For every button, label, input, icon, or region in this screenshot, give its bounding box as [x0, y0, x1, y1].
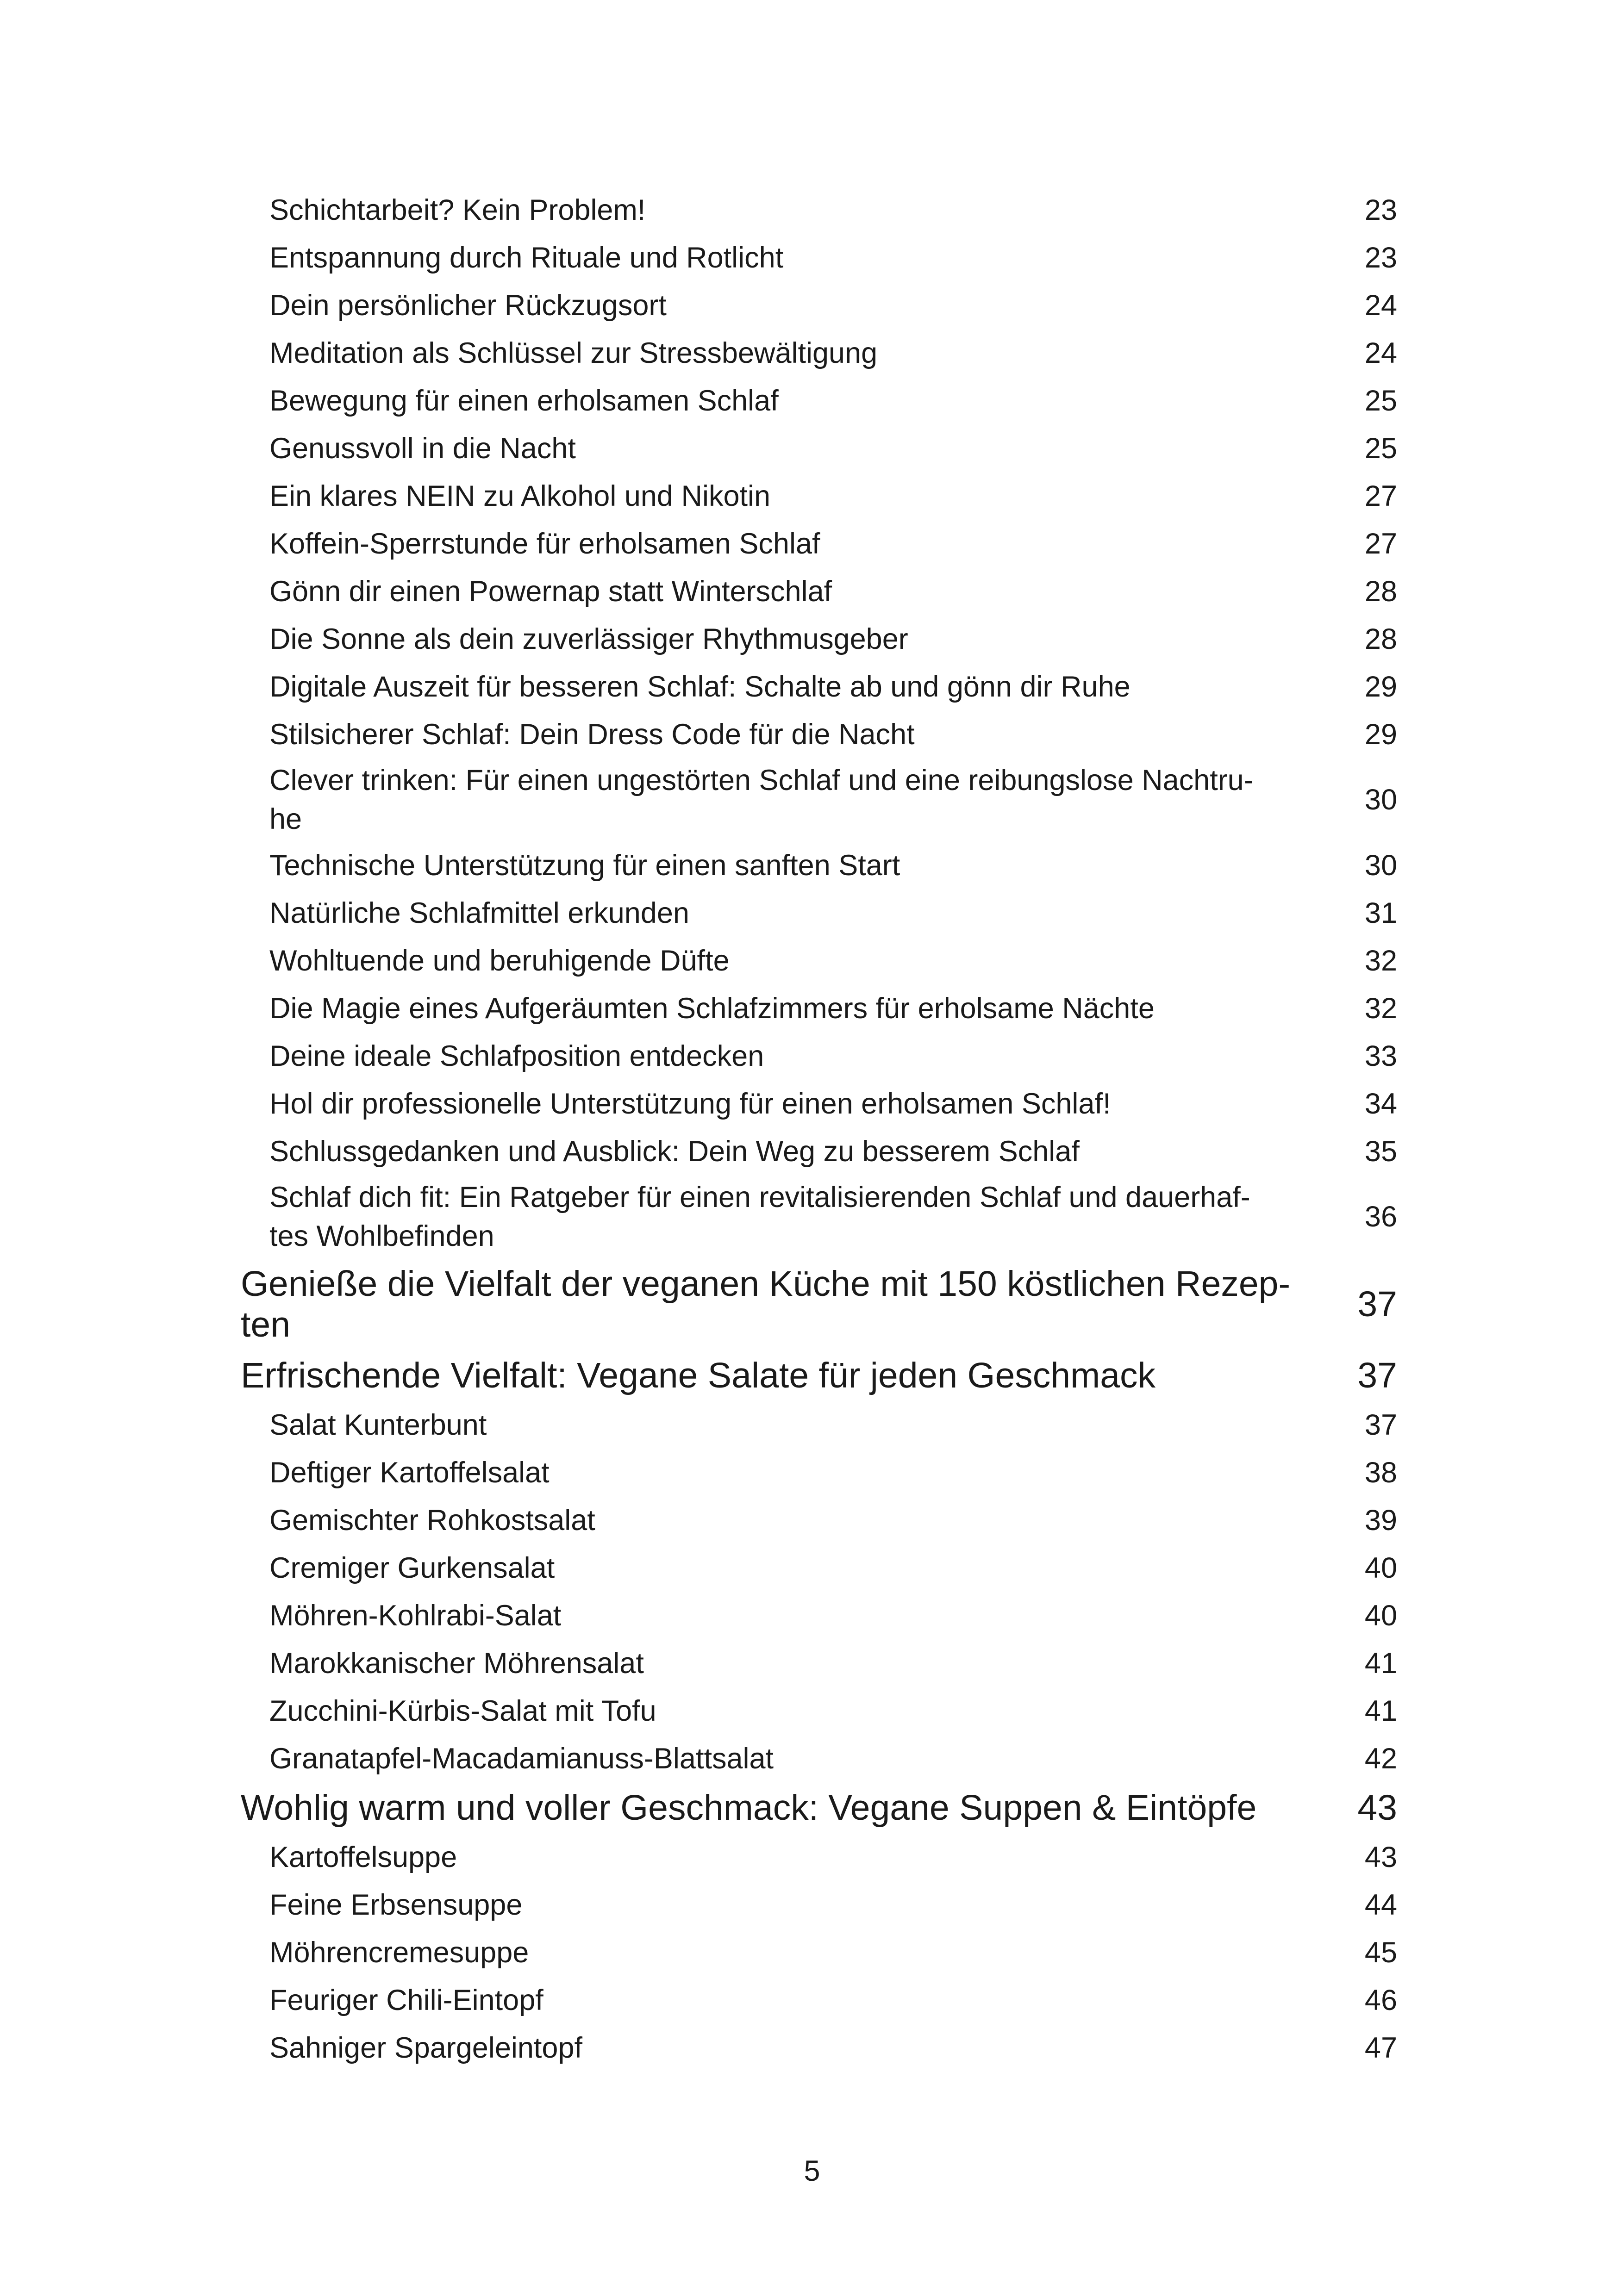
toc-entry-page: 24 [1364, 336, 1397, 369]
toc-entry-title [269, 761, 1311, 839]
toc-entry-page: 42 [1364, 1742, 1397, 1775]
toc-entry-title: Wohltuende und beruhigende Düfte [269, 944, 730, 977]
toc-chapter-entry[interactable] [241, 1258, 1397, 1350]
toc-entry[interactable] [269, 1080, 1397, 1127]
toc-entry[interactable] [269, 1175, 1397, 1258]
toc-entry-title: Schlussgedanken und Ausblick: Dein Weg zu besserem Schlaf [269, 1135, 1080, 1168]
toc-entry-title: Ein klares NEIN zu Alkohol und Nikotin [269, 479, 771, 512]
toc-entry-page: 35 [1364, 1135, 1397, 1168]
toc-entry-title: Meditation als Schlüssel zur Stressbewältigung [269, 336, 878, 369]
toc-entry-page: 25 [1364, 432, 1397, 465]
toc-entry-page: 32 [1364, 992, 1397, 1025]
toc-entry-title: Kartoffelsuppe [269, 1841, 457, 1873]
toc-entry-title: Schichtarbeit? Kein Problem! [269, 193, 646, 226]
toc-entry-title: Genussvoll in die Nacht [269, 432, 576, 465]
toc-entry-title: Möhren-Kohlrabi-Salat [269, 1599, 562, 1632]
page-number: 5 [804, 2155, 820, 2187]
toc-entry[interactable] [269, 1976, 1397, 2024]
toc-entry-page: 25 [1364, 384, 1397, 417]
toc-chapter-page: 37 [1357, 1284, 1397, 1324]
toc-entry[interactable] [269, 984, 1397, 1032]
toc-entry-title: Cremiger Gurkensalat [269, 1551, 555, 1584]
toc-entry[interactable] [269, 281, 1397, 329]
toc-entry-title: Deftiger Kartoffelsalat [269, 1456, 550, 1489]
toc-chapter-entry[interactable] [241, 1782, 1397, 1833]
toc-entry-title: Gönn dir einen Powernap statt Winterschlaf [269, 575, 832, 608]
toc-chapter-page: 37 [1357, 1356, 1397, 1395]
toc-entry[interactable] [269, 1544, 1397, 1592]
toc-entry-title-line: tes Wohlbefinden [269, 1220, 494, 1252]
toc-entry[interactable] [269, 1401, 1397, 1449]
toc-entry-page: 36 [1364, 1201, 1397, 1233]
toc-entry-title: Technische Unterstützung für einen sanften Start [269, 849, 900, 882]
toc-entry[interactable] [269, 758, 1397, 841]
toc-entry-page: 30 [1364, 849, 1397, 882]
toc-entry-page: 43 [1364, 1841, 1397, 1873]
toc-entry-title: Natürliche Schlafmittel erkunden [269, 896, 689, 929]
toc-entry-title: Feine Erbsensuppe [269, 1888, 523, 1921]
toc-entry-title: Feuriger Chili-Eintopf [269, 1984, 543, 2016]
toc-entry[interactable] [269, 1449, 1397, 1496]
toc-entry-title: Zucchini-Kürbis-Salat mit Tofu [269, 1694, 656, 1727]
toc-entry-title: Entspannung durch Rituale und Rotlicht [269, 241, 784, 274]
toc-entry[interactable] [269, 1032, 1397, 1080]
toc-entry-title: Möhrencremesuppe [269, 1936, 529, 1969]
toc-entry-page: 41 [1364, 1647, 1397, 1680]
toc-entry-title: Die Sonne als dein zuverlässiger Rhythmusgeber [269, 622, 908, 655]
toc-entry-page: 24 [1364, 289, 1397, 322]
toc-entry-page: 28 [1364, 622, 1397, 655]
toc-entry-title: Dein persönlicher Rückzugsort [269, 289, 667, 322]
toc-entry-page: 28 [1364, 575, 1397, 608]
toc-entry[interactable] [269, 186, 1397, 234]
toc-entry[interactable] [269, 424, 1397, 472]
toc-entry-page: 29 [1364, 718, 1397, 751]
toc-entry-title: Deine ideale Schlafposition entdecken [269, 1039, 764, 1072]
toc-chapter-title: Wohlig warm und voller Geschmack: Vegane Suppen & Eintöpfe [241, 1788, 1257, 1828]
toc-entry-page: 47 [1364, 2031, 1397, 2064]
toc-entry-title: Digitale Auszeit für besseren Schlaf: Schalte ab und gönn dir Ruhe [269, 670, 1131, 703]
toc-entry-title: Granatapfel-Macadamianuss-Blattsalat [269, 1742, 774, 1775]
toc-entry-page: 40 [1364, 1551, 1397, 1584]
toc-entry-page: 27 [1364, 527, 1397, 560]
toc-entry-title: Gemischter Rohkostsalat [269, 1504, 595, 1537]
toc-entry[interactable] [269, 567, 1397, 615]
toc-entry[interactable] [269, 329, 1397, 377]
toc-entry-title: Salat Kunterbunt [269, 1408, 487, 1441]
toc-chapter-entry[interactable] [241, 1350, 1397, 1401]
toc-entry-title: Koffein-Sperrstunde für erholsamen Schlaf [269, 527, 820, 560]
toc-entry-page: 32 [1364, 944, 1397, 977]
toc-chapter-title-line: Genieße die Vielfalt der veganen Küche mit 150 köstlichen Rezep- [241, 1264, 1291, 1304]
toc-entry[interactable] [269, 1127, 1397, 1175]
toc-entry-page: 27 [1364, 479, 1397, 512]
toc-chapter-title-line: ten [241, 1305, 291, 1344]
toc-entry[interactable] [269, 710, 1397, 758]
toc-entry[interactable] [269, 520, 1397, 567]
toc-entry-page: 29 [1364, 670, 1397, 703]
toc-entry-title: Stilsicherer Schlaf: Dein Dress Code für die Nacht [269, 718, 915, 751]
toc-entry-title: Sahniger Spargeleintopf [269, 2031, 582, 2064]
toc-entry-title-line: he [269, 803, 302, 835]
toc-entry-title-line: Clever trinken: Für einen ungestörten Schlaf und eine reibungslose Nachtru- [269, 764, 1254, 796]
toc-entry[interactable] [269, 937, 1397, 984]
toc-entry-page: 30 [1364, 784, 1397, 816]
toc-entry[interactable] [269, 1929, 1397, 1976]
toc-entry[interactable] [269, 889, 1397, 937]
toc-entry-page: 37 [1364, 1408, 1397, 1441]
toc-entry-title-line: Schlaf dich fit: Ein Ratgeber für einen revitalisierenden Schlaf und dauerhaf- [269, 1181, 1250, 1213]
toc-entry-page: 23 [1364, 241, 1397, 274]
toc-entry[interactable] [269, 472, 1397, 520]
toc-entry-page: 31 [1364, 896, 1397, 929]
toc-entry-page: 33 [1364, 1039, 1397, 1072]
toc-entry-page: 46 [1364, 1984, 1397, 2016]
toc-entry[interactable] [269, 1687, 1397, 1735]
toc-entry[interactable] [269, 1496, 1397, 1544]
toc-entry-page: 44 [1364, 1888, 1397, 1921]
toc-entry-page: 41 [1364, 1694, 1397, 1727]
toc-entry-title: Die Magie eines Aufgeräumten Schlafzimmers für erholsame Nächte [269, 992, 1155, 1025]
toc-entry-page: 38 [1364, 1456, 1397, 1489]
toc-entry-title: Bewegung für einen erholsamen Schlaf [269, 384, 779, 417]
toc-chapter-title: Erfrischende Vielfalt: Vegane Salate für jeden Geschmack [241, 1356, 1156, 1395]
toc-entry-title: Marokkanischer Möhrensalat [269, 1647, 644, 1680]
table-of-contents [0, 186, 1624, 2072]
toc-entry[interactable] [269, 1639, 1397, 1687]
toc-entry[interactable] [269, 234, 1397, 281]
toc-entry[interactable] [269, 841, 1397, 889]
toc-chapter-page: 43 [1357, 1788, 1397, 1828]
toc-entry[interactable] [269, 2024, 1397, 2072]
toc-entry[interactable] [269, 663, 1397, 710]
toc-entry[interactable] [269, 1735, 1397, 1782]
toc-entry-page: 39 [1364, 1504, 1397, 1537]
toc-entry[interactable] [269, 1833, 1397, 1881]
toc-entry-title: Hol dir professionelle Unterstützung für einen erholsamen Schlaf! [269, 1087, 1111, 1120]
toc-entry[interactable] [269, 377, 1397, 424]
toc-entry-title [269, 1178, 1311, 1256]
toc-entry[interactable] [269, 615, 1397, 663]
toc-entry[interactable] [269, 1592, 1397, 1639]
toc-entry-page: 40 [1364, 1599, 1397, 1632]
toc-entry-page: 34 [1364, 1087, 1397, 1120]
toc-entry[interactable] [269, 1881, 1397, 1929]
toc-entry-page: 23 [1364, 193, 1397, 226]
toc-chapter-title [241, 1263, 1305, 1345]
toc-entry-page: 45 [1364, 1936, 1397, 1969]
